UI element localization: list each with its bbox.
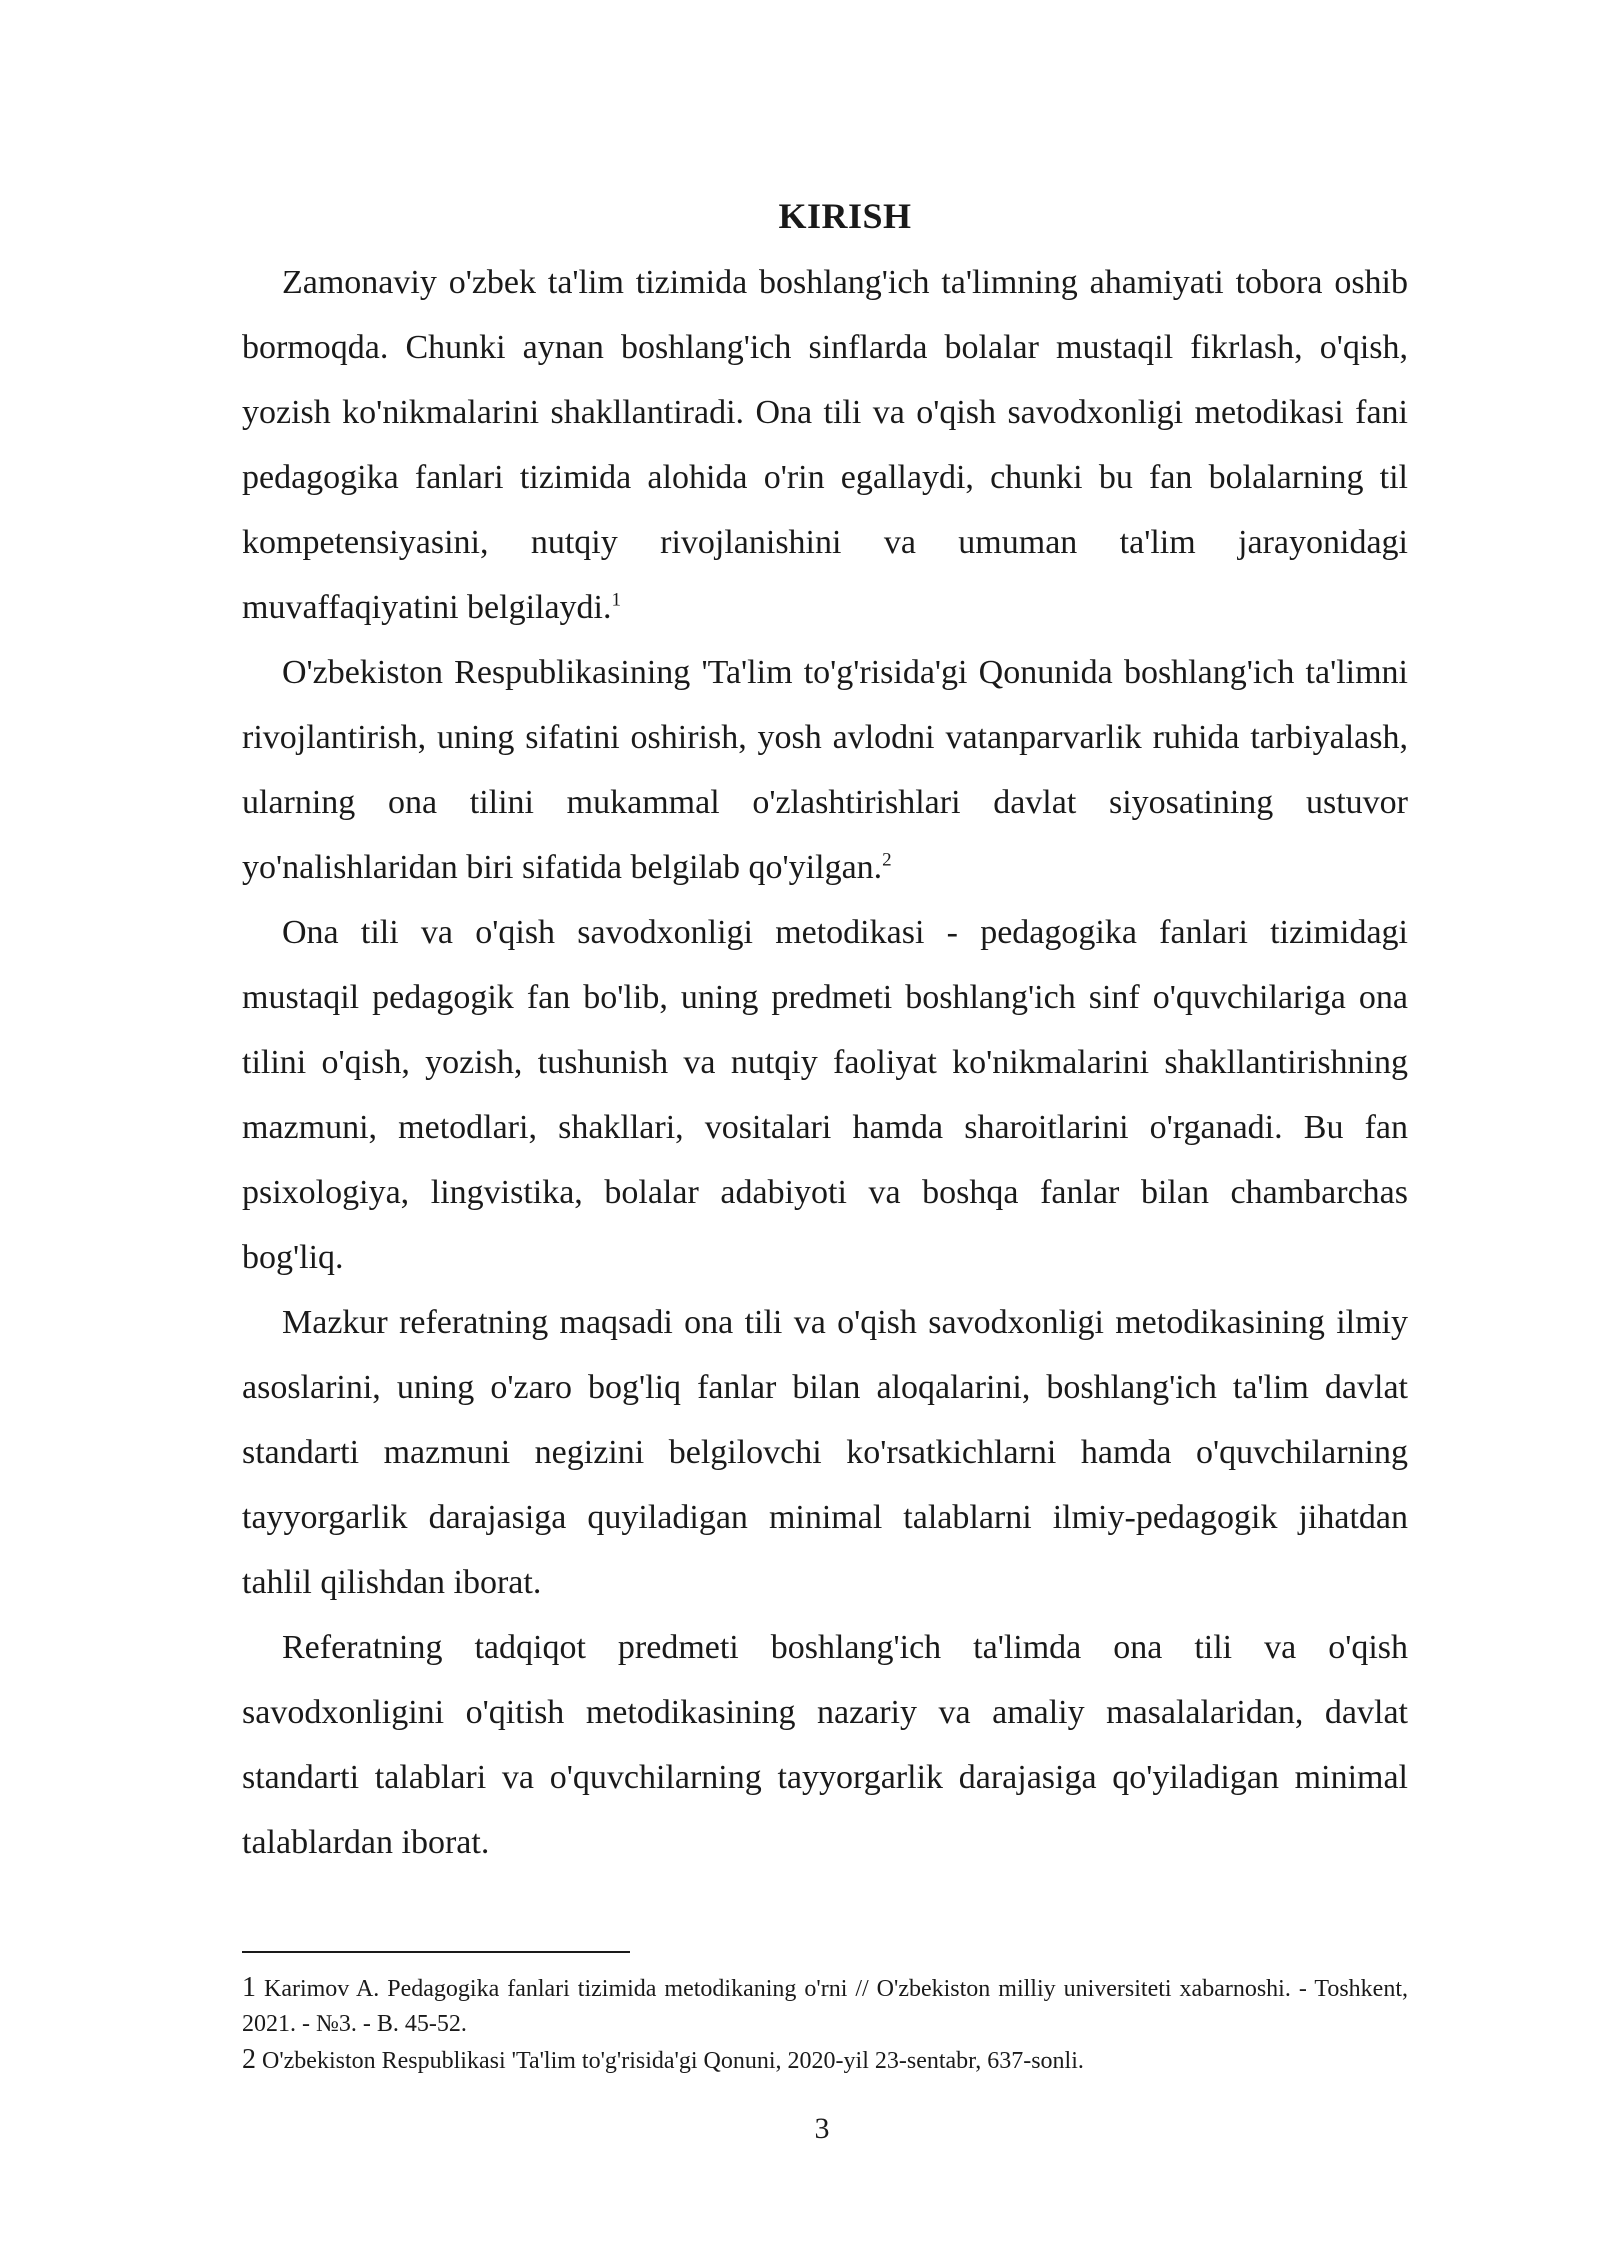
paragraph-text: Mazkur referatning maqsadi ona tili va o'qish savodxonligi metodikasining ilmiy asoslarini, uning o'zaro bog'liq fanlar bilan aloqalarini, boshlang'ich ta'lim davlat standarti mazmuni negizini belgilovchi ko'rsatkichlarni hamda o'quvchilarning tayyorgarlik darajasiga quyiladigan minimal talablarni ilmiy-pedagogik jihatdan tahlil qilishdan iborat. bbox=[242, 1304, 1408, 1601]
footnote-separator bbox=[242, 1951, 630, 1953]
footnotes bbox=[242, 1970, 1408, 2079]
footnote-2 bbox=[242, 2042, 1408, 2079]
paragraph-text: Referatning tadqiqot predmeti boshlang'ich ta'limda ona tili va o'qish savodxonligini o'qitish metodikasining nazariy va amaliy masalalaridan, davlat standarti talablari va o'quvchilarning tayyorgarlik darajasiga qo'yiladigan minimal talablardan iborat. bbox=[242, 1629, 1408, 1861]
paragraph-text: Zamonaviy o'zbek ta'lim tizimida boshlang'ich ta'limning ahamiyati tobora oshib bormoqda. Chunki aynan boshlang'ich sinflarda bolalar mustaqil fikrlash, o'qish, yozish ko'nikmalarini shakllantiradi. Ona tili va o'qish savodxonligi metodikasi fani pedagogika fanlari tizimida alohida o'rin egallaydi, chunki bu fan bolalarning til kompetensiyasini, nutqiy rivojlanishini va umuman ta'lim jarayonidagi muvaffaqiyatini belgilaydi. bbox=[242, 264, 1408, 626]
page-number: 3 bbox=[814, 2112, 830, 2145]
paragraph-3 bbox=[242, 900, 1408, 1290]
footnote-1 bbox=[242, 1970, 1408, 2042]
footnote-text: Karimov A. Pedagogika fanlari tizimida metodikaning o'rni // O'zbekiston milliy universiteti xabarnoshi. - Toshkent, 2021. - №3. - B. 45-52. bbox=[242, 1976, 1408, 2037]
paragraph-1 bbox=[242, 250, 1408, 640]
footnote-ref-1[interactable]: 1 bbox=[611, 589, 622, 611]
body-text bbox=[242, 250, 1408, 1875]
section-title: KIRISH bbox=[778, 196, 912, 236]
paragraph-4 bbox=[242, 1290, 1408, 1615]
paragraph-text: O'zbekiston Respublikasining 'Ta'lim to'g'risida'gi Qonunida boshlang'ich ta'limni rivojlantirish, uning sifatini oshirish, yosh avlodni vatanparvarlik ruhida tarbiyalash, ularning ona tilini mukammal o'zlashtirishlari davlat siyosatining ustuvor yo'nalishlaridan biri sifatida belgilab qo'yilgan. bbox=[242, 654, 1408, 886]
paragraph-text: Ona tili va o'qish savodxonligi metodikasi - pedagogika fanlari tizimidagi mustaqil pedagogik fan bo'lib, uning predmeti boshlang'ich sinf o'quvchilariga ona tilini o'qish, yozish, tushunish va nutqiy faoliyat ko'nikmalarini shakllantirishning mazmuni, metodlari, shakllari, vositalari hamda sharoitlarini o'rganadi. Bu fan psixologiya, lingvistika, bolalar adabiyoti va boshqa fanlar bilan chambarchas bog'liq. bbox=[242, 914, 1408, 1276]
footnote-text: O'zbekiston Respublikasi 'Ta'lim to'g'risida'gi Qonuni, 2020-yil 23-sentabr, 637-sonli. bbox=[262, 2048, 1084, 2074]
footnote-ref-2[interactable]: 2 bbox=[882, 849, 892, 871]
paragraph-5 bbox=[242, 1615, 1408, 1875]
footnote-number: 2 bbox=[242, 2044, 256, 2075]
paragraph-2 bbox=[242, 640, 1408, 900]
footnote-number: 1 bbox=[242, 1972, 256, 2003]
